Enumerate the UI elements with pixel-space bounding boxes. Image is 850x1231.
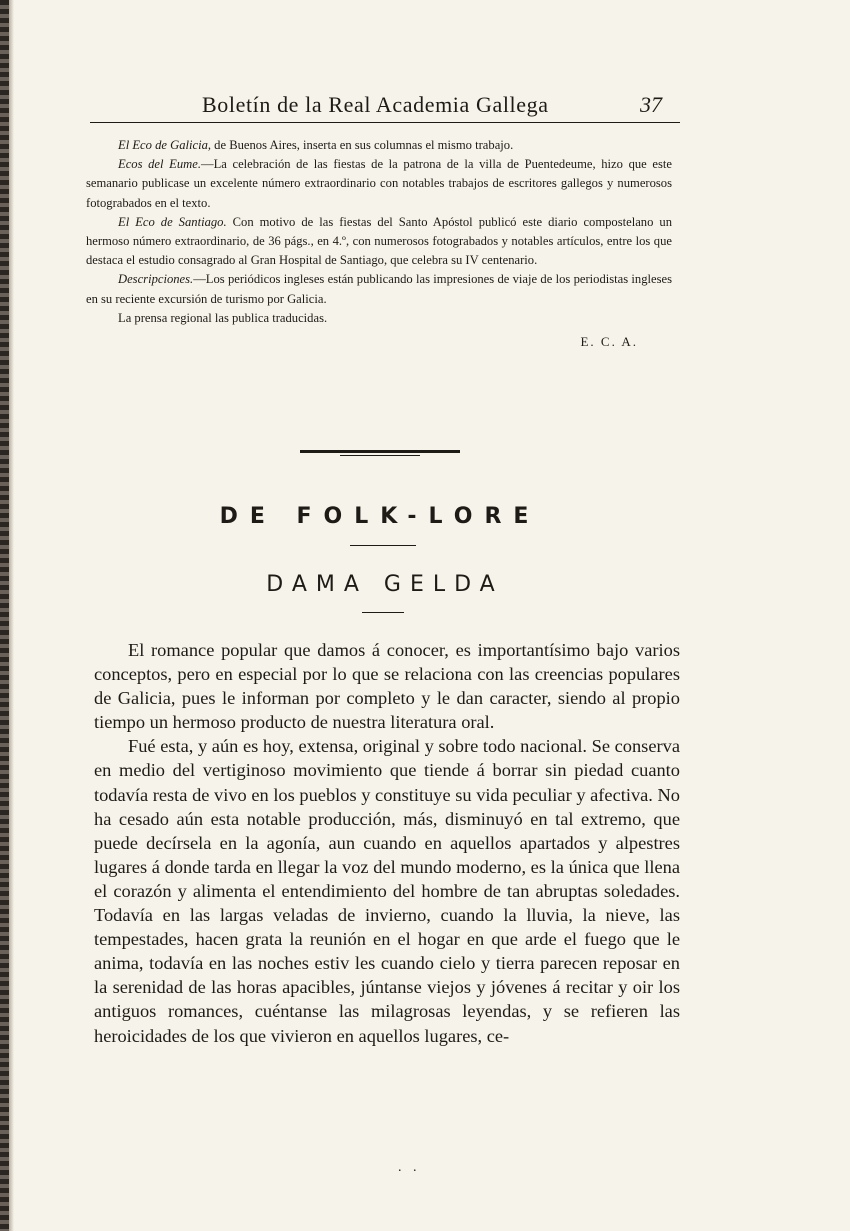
note-label: El Eco de Santiago. xyxy=(118,214,227,229)
footer-mark: . . xyxy=(398,1160,421,1175)
note-text: La prensa regional las publica traducidas. xyxy=(118,310,328,325)
article-subtitle: DAMA GELDA xyxy=(266,572,504,597)
press-note xyxy=(86,213,672,271)
body-paragraph: Fué esta, y aún es hoy, extensa, original y sobre todo nacional. Se conserva en medio del vertiginoso movimiento que tiende á borrar sin piedad cuanto todavía resta de vivo en los pueblos y constituye su vida peculiar y afectiva. No ha cesado aún esta notable producción, más, disminuyó en tal extremo, que puede decírsela en la agonía, aun cuando en aquellos apartados y alpestres lugares á donde tarda en llegar la voz del mundo moderno, es la única que llena el corazón y alimenta el entendimiento del hombre de tan abruptas soledades. Todavía en las largas veladas de invierno, cuando la lluvia, la nieve, las tempestades, hacen grata la reunión en el hogar en que arde el fuego que le anima, todavía en las noches estiv les cuando cielo y tierra parecen reposar en la serenidad de las horas apacibles, júntanse viejos y jóvenes á recitar y oir los antiguos romances, cuéntanse las milagrosas leyendas, y se refieren las heroicidades de los que vivieron en aquellos lugares, ce- xyxy=(94,736,680,1046)
book-spine-edge xyxy=(0,0,9,1231)
note-label: Descripciones. xyxy=(118,272,194,287)
ornamental-rule-thin xyxy=(340,455,420,456)
note-text: —Los periódicos ingleses están publicando las impresiones de viaje de los periodistas ingleses en su reciente excursión de turismo por Galicia. xyxy=(86,272,672,306)
press-notes xyxy=(86,136,672,351)
ornamental-rule xyxy=(300,450,460,453)
subtitle-divider xyxy=(362,612,404,613)
press-note xyxy=(86,155,672,213)
section-title: DE FOLK-LORE xyxy=(219,504,541,529)
journal-title: Boletín de la Real Academia Gallega xyxy=(202,92,549,117)
running-header xyxy=(90,88,680,123)
page-gutter-shadow xyxy=(9,0,14,1231)
author-signature: E. C. A. xyxy=(580,334,638,350)
press-note xyxy=(86,309,672,328)
note-text: de Buenos Aires, inserta en sus columnas el mismo trabajo. xyxy=(211,138,514,152)
press-note xyxy=(86,270,672,308)
note-label: Ecos del Eume. xyxy=(118,157,201,172)
article-body xyxy=(94,638,680,1048)
note-text: —La celebración de las fiestas de la patrona de la villa de Puentedeume, hizo que este semanario publicase un excelente número extraordinario con notables trabajos de escritores gallegos y numerosos fotograbados en el texto. xyxy=(86,157,672,210)
body-paragraph: El romance popular que damos á conocer, es importantísimo bajo varios conceptos, pero en especial por lo que se relaciona con las creencias populares de Galicia, pues le informan por completo y le dan caracter, siendo al propio tiempo un hermoso producto de nuestra literatura oral. xyxy=(94,640,680,733)
note-label: El Eco de Galicia, xyxy=(118,138,212,152)
title-divider xyxy=(350,545,416,546)
page-number: 37 xyxy=(640,92,662,117)
press-note xyxy=(86,136,672,155)
note-text: Con motivo de las fiestas del Santo Apóstol publicó este diario compostelano un hermoso número extraordinario, de 36 págs., en 4.º, con numerosos fotograbados y notables artículos, entre los que destaca el estudio consagrado al Gran Hospital de Santiago, que celebra su IV centenario. xyxy=(86,214,672,268)
